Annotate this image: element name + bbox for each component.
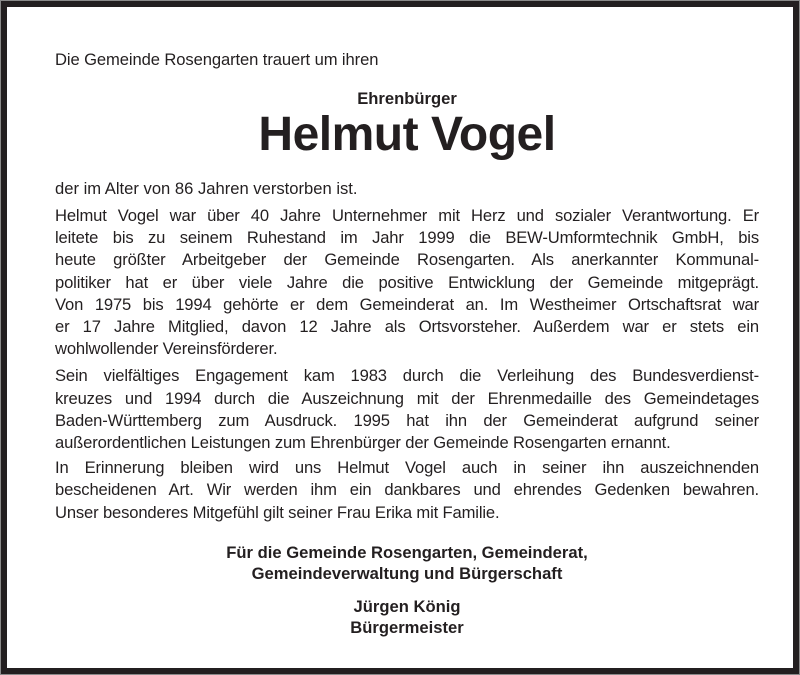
text-line: Unser besonderes Mitgefühl gilt seiner Frau Erika mit Familie. [55,502,500,522]
signatory-name: Jürgen König [353,596,461,616]
signatory-title: Bürgermeister [350,617,464,637]
text-line: In Erinnerung bleiben wird uns Helmut Vogel auch in seiner ihn auszeichnenden [55,458,759,478]
signature-person [55,596,759,638]
text-line: leitete bis zu seinem Ruhestand im Jahr 1999 die BEW-Umformtechnik GmbH, bis [55,228,759,248]
text-line: wohlwollender Vereinsförderer. [55,339,278,359]
obituary-content [55,49,759,638]
honorific-title: Ehrenbürger [357,89,457,108]
text-line: Sein vielfältiges Engagement kam 1983 durch die Verleihung des Bundesverdienst- [55,366,759,386]
text-line: er 17 Jahre Mitglied, davon 12 Jahre als Ortsvorsteher. Außerdem war er stets ein [55,317,759,337]
intro-line: Die Gemeinde Rosengarten trauert um ihren [55,50,379,69]
text-line: außerordentlichen Leistungen zum Ehrenbürger der Gemeinde Rosengarten ernannt. [55,433,671,453]
text-line: kreuzes und 1994 durch die Auszeichnung mit der Ehrenmedaille des Gemeindetages [55,388,759,408]
text-line: heute größter Arbeitgeber der Gemeinde Rosengarten. Als anerkannter Kommunal- [55,250,759,270]
text-line: bescheidenen Art. Wir werden ihm ein dankbares und ehrendes Gedenken bewahren. [55,480,759,500]
text-line: politiker hat er über viele Jahre die positive Entwicklung der Gemeinde mitgeprägt. [55,272,759,292]
signature-organization [55,542,759,584]
text-line: Baden-Württemberg zum Ausdruck. 1995 hat ihn der Gemeinderat aufgrund seiner [55,410,759,430]
text-line: Von 1975 bis 1994 gehörte er dem Gemeinderat an. Im Westheimer Ortschaftsrat war [55,294,759,314]
signature-org-line-1: Für die Gemeinde Rosengarten, Gemeinderat, [226,542,588,562]
paragraph-biography [55,205,759,360]
paragraph-honors [55,365,759,454]
signature-org-line-2: Gemeindeverwaltung und Bürgerschaft [251,563,563,583]
deceased-name: Helmut Vogel [258,108,556,161]
paragraph-remembrance [55,457,759,524]
age-line: der im Alter von 86 Jahren verstorben ist. [55,179,358,198]
text-line: Helmut Vogel war über 40 Jahre Unternehmer mit Herz und sozialer Verantwortung. Er [55,206,759,225]
